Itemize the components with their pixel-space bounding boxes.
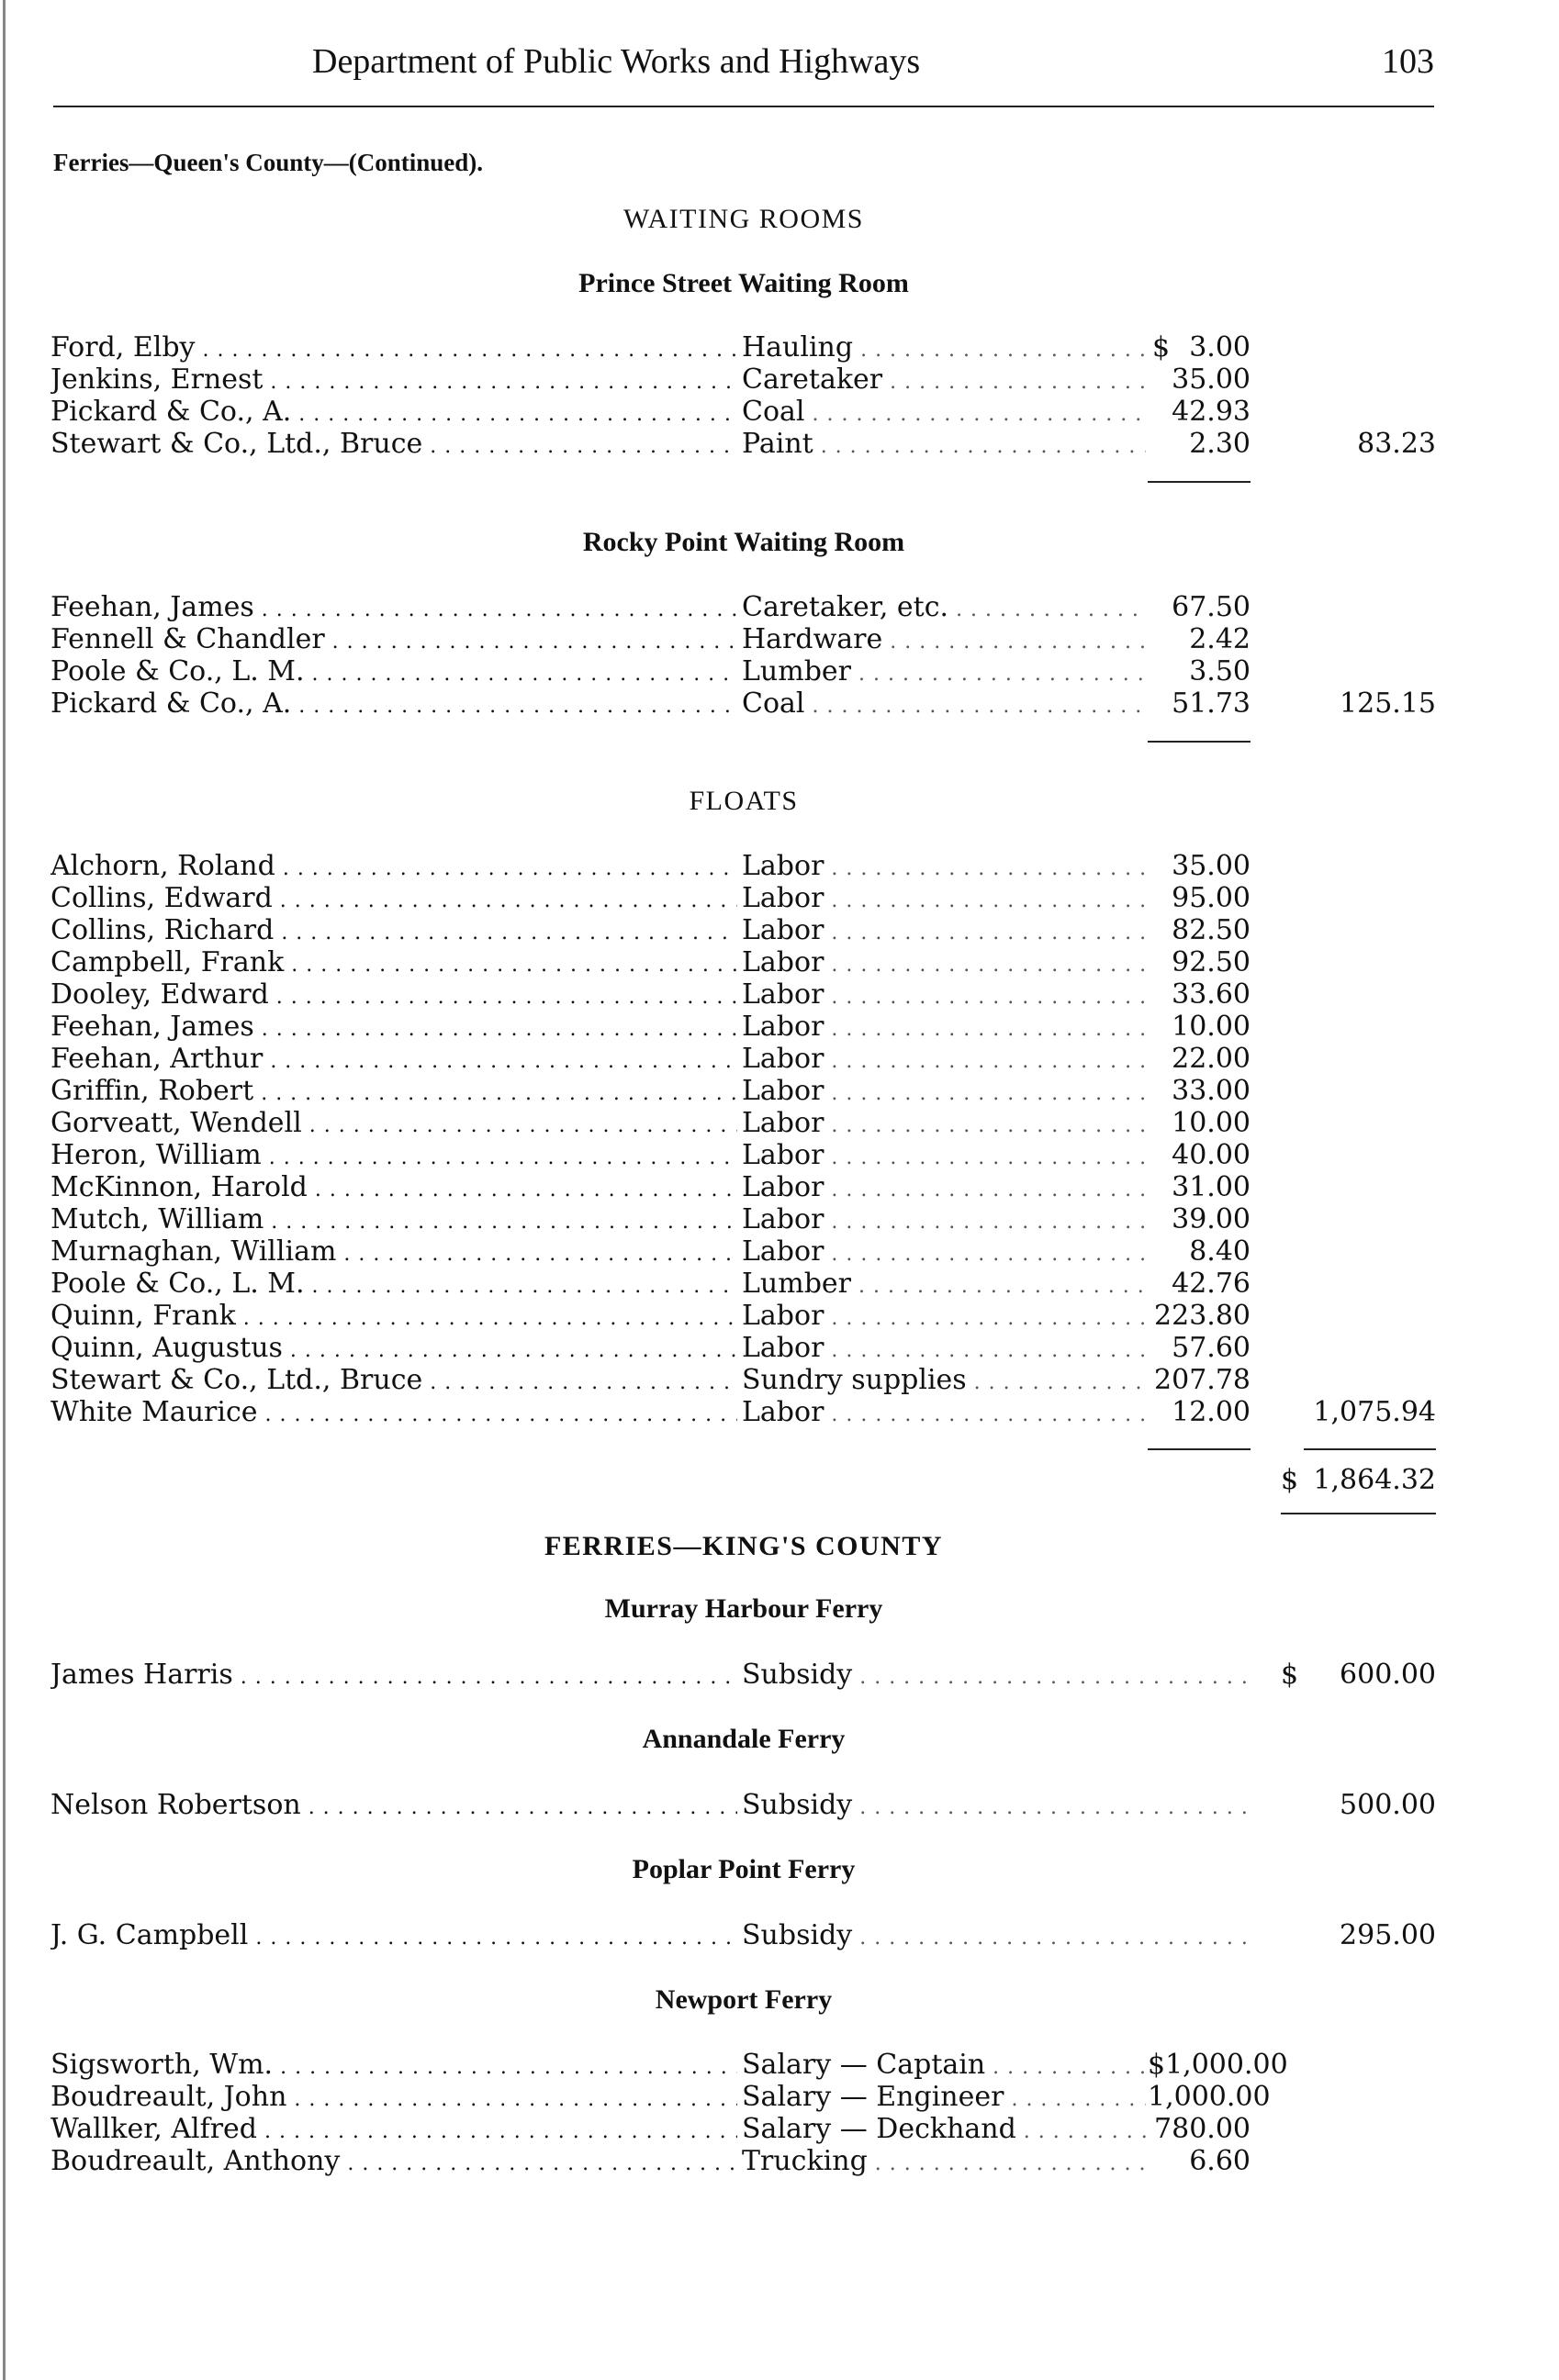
item-amount: 10.00 — [1172, 1011, 1251, 1043]
continued-label: Ferries—Queen's County—(Continued). — [53, 149, 483, 176]
header-rule — [53, 106, 1434, 107]
payee-name: Ford, Elby . . . — [50, 332, 737, 366]
item-description: Labor . . . — [742, 1076, 1146, 1110]
table-row — [0, 1076, 1559, 1107]
item-description: Salary — Deckhand . . . — [742, 2114, 1146, 2148]
table-row — [0, 1790, 1559, 1821]
item-description: Labor . . . — [742, 1108, 1146, 1142]
item-amount: 3.00 — [1189, 331, 1251, 363]
item-amount: 10.00 — [1172, 1107, 1251, 1139]
item-amount: 35.00 — [1172, 850, 1251, 882]
payee-name: Heron, William . . . — [50, 1140, 737, 1174]
payee-name: Stewart & Co., Ltd., Bruce . . . — [50, 429, 737, 463]
item-amount: 1,000.00 — [1148, 2081, 1271, 2113]
table-row — [0, 1172, 1559, 1203]
payee-name: J. G. Campbell . . . — [50, 1920, 737, 1954]
payee-name: Poole & Co., L. M. . . . — [50, 1268, 737, 1302]
item-description: Labor . . . — [742, 947, 1146, 981]
table-row — [0, 1920, 1559, 1951]
item-amount: 57.60 — [1172, 1332, 1251, 1364]
grand-total-row — [0, 1465, 1559, 1496]
payee-name: Feehan, James . . . — [50, 592, 737, 626]
item-amount: 780.00 — [1154, 2113, 1251, 2145]
payee-name: Fennell & Chandler . . . — [50, 624, 737, 658]
subtotal-rule — [1148, 741, 1251, 743]
item-amount: 8.40 — [1189, 1235, 1251, 1268]
table-row — [0, 1659, 1559, 1691]
payee-name: White Maurice . . . — [50, 1397, 737, 1431]
table-row — [0, 1108, 1559, 1139]
payee-name: Pickard & Co., A. . . . — [50, 397, 737, 430]
item-amount: 42.76 — [1172, 1268, 1251, 1300]
payee-name: Gorveatt, Wendell . . . — [50, 1108, 737, 1142]
item-amount: 67.50 — [1172, 591, 1251, 623]
item-amount: 39.00 — [1172, 1203, 1251, 1235]
item-amount: 51.73 — [1172, 687, 1251, 720]
payee-name: Boudreault, John . . . — [50, 2082, 737, 2116]
item-description: Sundry supplies . . . — [742, 1365, 1146, 1399]
item-description: Labor . . . — [742, 1236, 1146, 1270]
item-amount: 33.60 — [1172, 978, 1251, 1011]
subtotal-rule — [1148, 1448, 1251, 1450]
table-row — [0, 2082, 1559, 2113]
payee-name: Campbell, Frank . . . — [50, 947, 737, 981]
floats-heading: FLOATS — [689, 786, 799, 816]
page-header-title: Department of Public Works and Highways — [312, 42, 921, 81]
table-row — [0, 1011, 1559, 1043]
payee-name: McKinnon, Harold . . . — [50, 1172, 737, 1206]
payee-name: Wallker, Alfred . . . — [50, 2114, 737, 2148]
newport-heading: Newport Ferry — [655, 1984, 833, 2015]
item-amount: 6.60 — [1189, 2145, 1251, 2177]
item-description: Labor . . . — [742, 1044, 1146, 1078]
item-amount: 31.00 — [1172, 1171, 1251, 1203]
murray-harbour-heading: Murray Harbour Ferry — [604, 1593, 883, 1624]
section-total: 295.00 — [1340, 1919, 1436, 1951]
table-row — [0, 1397, 1559, 1428]
table-row — [0, 979, 1559, 1011]
table-row — [0, 688, 1559, 720]
waiting-rooms-heading: WAITING ROOMS — [623, 204, 864, 234]
table-row — [0, 1140, 1559, 1171]
table-row — [0, 1044, 1559, 1075]
payee-name: Feehan, Arthur . . . — [50, 1044, 737, 1078]
table-row — [0, 332, 1559, 363]
item-description: Labor . . . — [742, 1011, 1146, 1045]
item-description: Subsidy . . . — [742, 1790, 1256, 1824]
payee-name: Murnaghan, William . . . — [50, 1236, 737, 1270]
item-description: Coal . . . — [742, 688, 1146, 722]
payee-name: Nelson Robertson . . . — [50, 1790, 737, 1824]
table-row — [0, 1333, 1559, 1364]
currency-symbol: $ — [1281, 1659, 1299, 1691]
item-description: Labor . . . — [742, 851, 1146, 885]
currency-symbol: $ — [1152, 331, 1171, 363]
item-description: Salary — Captain . . . — [742, 2050, 1146, 2084]
section-total: 125.15 — [1340, 687, 1436, 720]
item-description: Paint . . . — [742, 429, 1146, 463]
payee-name: Stewart & Co., Ltd., Bruce . . . — [50, 1365, 737, 1399]
item-description: Labor . . . — [742, 1301, 1146, 1335]
payee-name: Quinn, Frank . . . — [50, 1301, 737, 1335]
item-description: Lumber . . . — [742, 1268, 1146, 1302]
table-row — [0, 397, 1559, 428]
payee-name: Pickard & Co., A. . . . — [50, 688, 737, 722]
poplar-point-heading: Poplar Point Ferry — [632, 1854, 856, 1884]
item-amount: 2.30 — [1189, 428, 1251, 460]
item-description: Trucking . . . — [742, 2146, 1146, 2180]
item-amount: 223.80 — [1154, 1300, 1251, 1332]
currency-symbol: $ — [1281, 1464, 1299, 1496]
item-description: Labor . . . — [742, 979, 1146, 1013]
payee-name: Feehan, James . . . — [50, 1011, 737, 1045]
payee-name: Quinn, Augustus . . . — [50, 1333, 737, 1367]
payee-name: Mutch, William . . . — [50, 1204, 737, 1238]
item-description: Coal . . . — [742, 397, 1146, 430]
table-row — [0, 1236, 1559, 1268]
item-amount: 35.00 — [1172, 363, 1251, 396]
payee-name: Griffin, Robert . . . — [50, 1076, 737, 1110]
item-description: Labor . . . — [742, 915, 1146, 949]
item-amount: 207.78 — [1154, 1364, 1251, 1396]
item-amount: 40.00 — [1172, 1139, 1251, 1171]
section-total: 600.00 — [1340, 1659, 1436, 1691]
table-row — [0, 592, 1559, 623]
item-amount: 42.93 — [1172, 396, 1251, 428]
payee-name: Dooley, Edward . . . — [50, 979, 737, 1013]
item-description: Labor . . . — [742, 1333, 1146, 1367]
section-total: 500.00 — [1340, 1789, 1436, 1821]
item-amount: 3.50 — [1189, 655, 1251, 687]
table-row — [0, 947, 1559, 978]
payee-name: Jenkins, Ernest . . . — [50, 364, 737, 398]
table-row — [0, 656, 1559, 687]
grand-total-rule — [1281, 1513, 1436, 1514]
payee-name: Collins, Edward . . . — [50, 883, 737, 917]
table-row — [0, 1301, 1559, 1332]
item-amount: 92.50 — [1172, 946, 1251, 978]
item-description: Labor . . . — [742, 1397, 1146, 1431]
kings-county-heading: FERRIES—KING'S COUNTY — [544, 1531, 944, 1561]
table-row — [0, 1268, 1559, 1300]
item-description: Lumber . . . — [742, 656, 1146, 690]
item-amount: 2.42 — [1189, 623, 1251, 655]
table-row — [0, 851, 1559, 882]
subtotal-rule — [1148, 481, 1251, 483]
table-row — [0, 2114, 1559, 2145]
table-row — [0, 429, 1559, 460]
table-row — [0, 1204, 1559, 1235]
table-row — [0, 1365, 1559, 1396]
item-description: Subsidy . . . — [742, 1920, 1256, 1954]
section-total: 1,075.94 — [1313, 1396, 1436, 1428]
item-description: Hauling . . . — [742, 332, 1146, 366]
item-description: Salary — Engineer . . . — [742, 2082, 1146, 2116]
item-amount: 22.00 — [1172, 1043, 1251, 1075]
item-description: Labor . . . — [742, 1172, 1146, 1206]
table-row — [0, 2146, 1559, 2177]
table-row — [0, 915, 1559, 946]
payee-name: Collins, Richard . . . — [50, 915, 737, 949]
table-row — [0, 2050, 1559, 2081]
page-number: 103 — [1382, 42, 1434, 81]
item-amount: 95.00 — [1172, 882, 1251, 914]
item-description: Hardware . . . — [742, 624, 1146, 658]
item-description: Labor . . . — [742, 883, 1146, 917]
payee-name: Alchorn, Roland . . . — [50, 851, 737, 885]
item-description: Labor . . . — [742, 1204, 1146, 1238]
item-amount: 33.00 — [1172, 1075, 1251, 1107]
item-description: Caretaker . . . — [742, 364, 1146, 398]
payee-name: Boudreault, Anthony . . . — [50, 2146, 737, 2180]
item-description: Subsidy . . . — [742, 1659, 1256, 1693]
section-total: 83.23 — [1357, 428, 1436, 460]
prince-street-heading: Prince Street Waiting Room — [578, 268, 909, 298]
payee-name: James Harris . . . — [50, 1659, 737, 1693]
table-row — [0, 883, 1559, 914]
subtotal-rule — [1304, 1448, 1436, 1450]
item-amount: $1,000.00 — [1148, 2049, 1288, 2081]
item-amount: 12.00 — [1172, 1396, 1251, 1428]
grand-total: 1,864.32 — [1313, 1464, 1436, 1496]
payee-name: Poole & Co., L. M. . . . — [50, 656, 737, 690]
item-amount: 82.50 — [1172, 914, 1251, 946]
annandale-heading: Annandale Ferry — [642, 1724, 846, 1754]
payee-name: Sigsworth, Wm. . . . — [50, 2050, 737, 2084]
rocky-point-heading: Rocky Point Waiting Room — [582, 527, 905, 557]
table-row — [0, 364, 1559, 396]
item-description: Labor . . . — [742, 1140, 1146, 1174]
item-description: Caretaker, etc. . . . — [742, 592, 1146, 626]
table-row — [0, 624, 1559, 655]
